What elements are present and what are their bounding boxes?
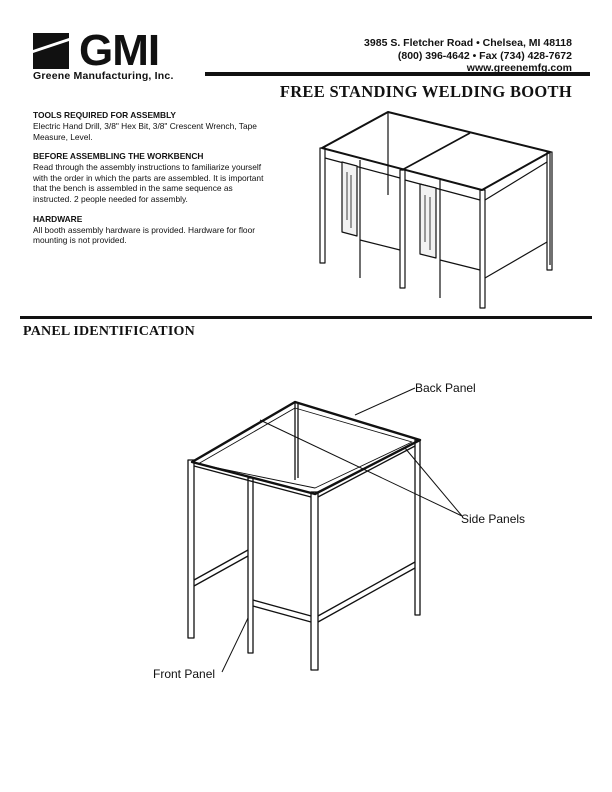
logo-wordmark: GMI bbox=[79, 26, 160, 75]
address-line: 3985 S. Fletcher Road • Chelsea, MI 48118 bbox=[364, 37, 572, 49]
tools-body: Electric Hand Drill, 3/8" Hex Bit, 3/8" Crescent Wrench, Tape Measure, Level. bbox=[33, 121, 257, 142]
before-assembling-heading: BEFORE ASSEMBLING THE WORKBENCH bbox=[33, 151, 204, 162]
document-title: FREE STANDING WELDING BOOTH bbox=[279, 82, 572, 101]
back-panel-label: Back Panel bbox=[415, 381, 476, 395]
double-booth-illustration bbox=[300, 100, 575, 315]
panel-identification-title: PANEL IDENTIFICATION bbox=[23, 324, 195, 339]
tools-heading: TOOLS REQUIRED FOR ASSEMBLY bbox=[33, 110, 177, 120]
company-logo bbox=[33, 26, 208, 83]
company-name: Greene Manufacturing, Inc. bbox=[33, 70, 174, 82]
website-line: www.greenemfg.com bbox=[466, 62, 572, 74]
gmi-logo-mark-icon bbox=[33, 33, 69, 69]
single-booth-illustration bbox=[140, 370, 560, 700]
section-rule bbox=[20, 316, 592, 319]
phone-line: (800) 396-4642 • Fax (734) 428-7672 bbox=[397, 49, 572, 62]
instructions-column bbox=[33, 110, 265, 255]
hardware-heading: HARDWARE bbox=[33, 213, 83, 224]
side-panels-label: Side Panels bbox=[461, 512, 526, 526]
front-panel-label: Front Panel bbox=[153, 667, 216, 681]
hardware-body: All booth assembly hardware is provided. Hardware for floor mounting is not provided. bbox=[33, 224, 256, 246]
company-address-block bbox=[364, 37, 572, 75]
before-assembling-body: Read through the assembly instructions to familiarize yourself with the order in which the parts are assembled. It is important that the bench is assembled in the same sequence as instructed. 2 people needed for assembly. bbox=[33, 162, 264, 204]
